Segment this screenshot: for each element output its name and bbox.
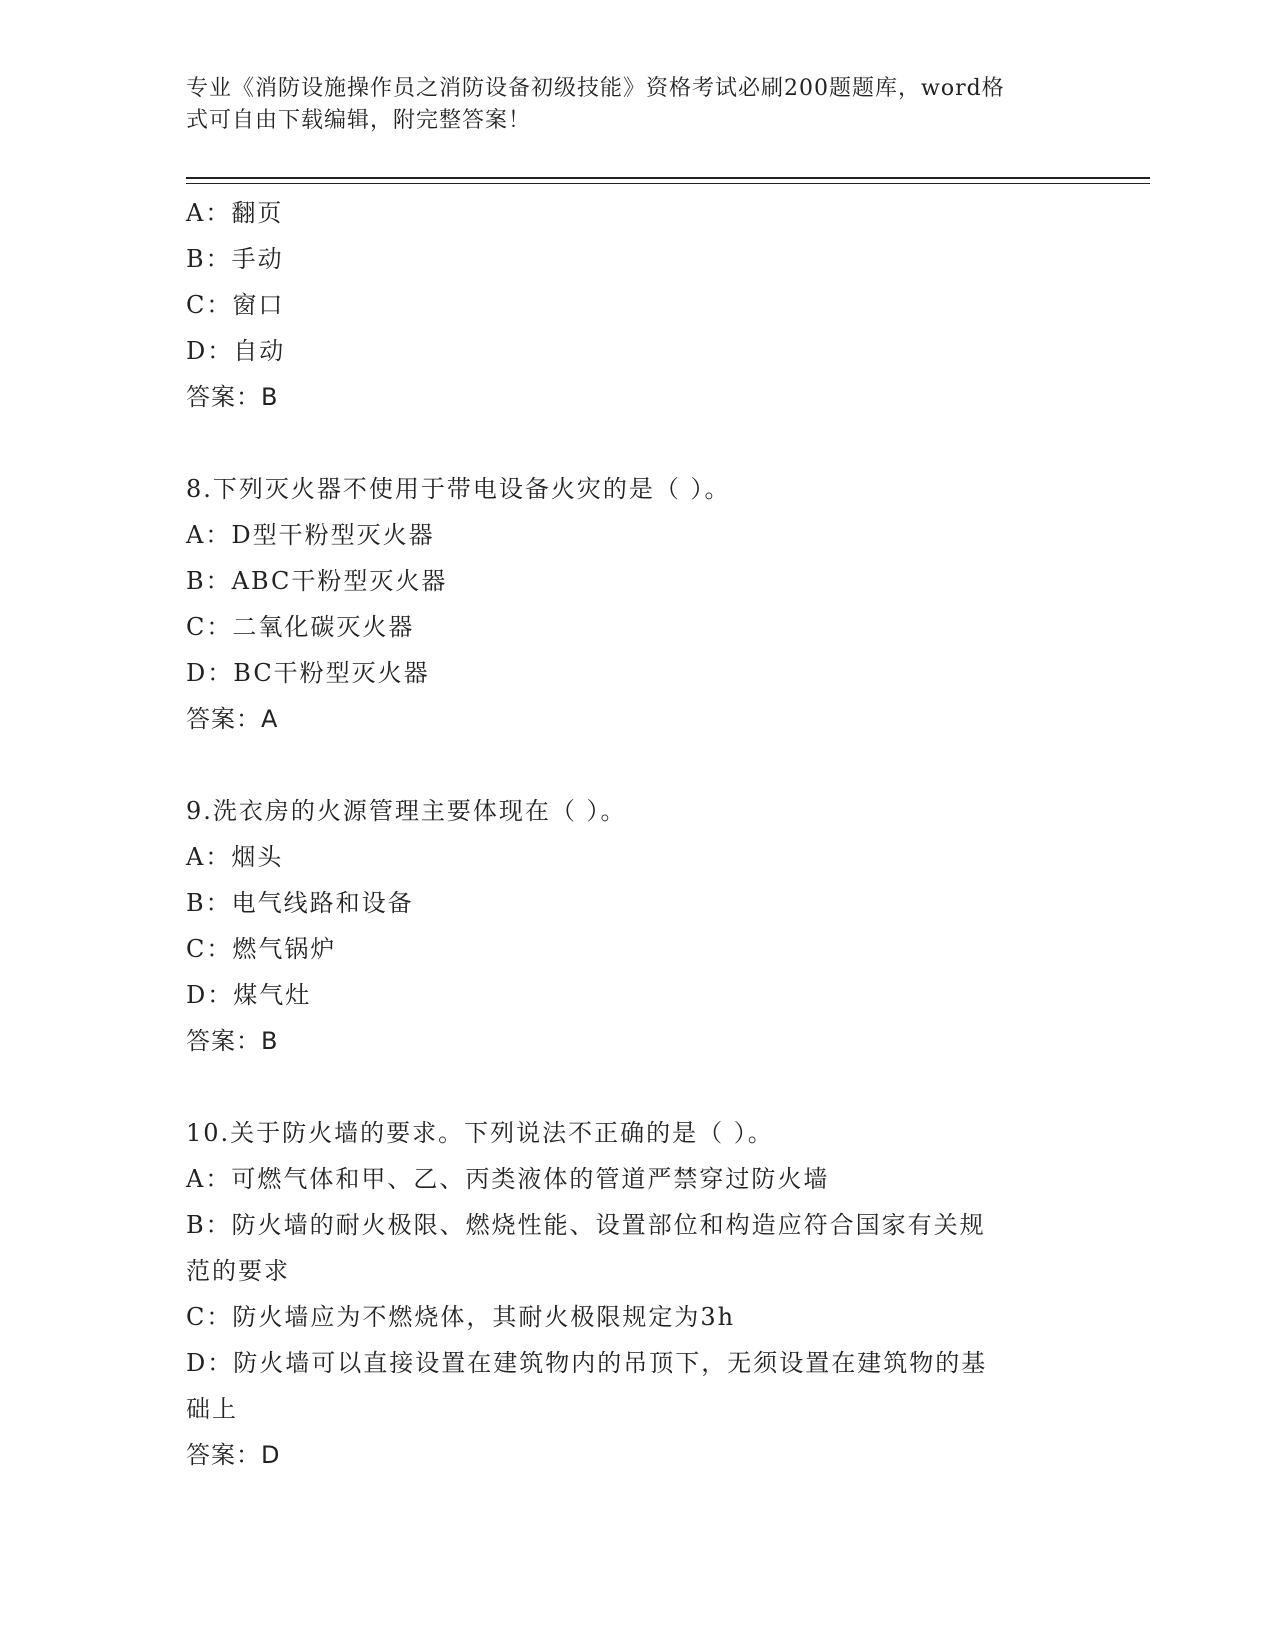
header-rule-thick — [186, 177, 1150, 179]
option-a: A：烟头 — [186, 843, 284, 871]
option-d: D：BC干粉型灭火器 — [186, 659, 430, 687]
question-partial — [186, 190, 1086, 420]
option-c: C：窗口 — [186, 291, 285, 319]
question-9 — [186, 788, 1086, 1064]
header-title-line-1: 专业《消防设施操作员之消防设备初级技能》资格考试必刷200题题库，word格 — [186, 76, 1005, 101]
question-8 — [186, 466, 1086, 742]
header-title-line-2: 式可自由下载编辑，附完整答案！ — [186, 108, 532, 133]
option-d: D：煤气灶 — [186, 981, 312, 1009]
option-d: D：自动 — [186, 337, 286, 365]
spacer — [186, 420, 1086, 466]
header-rule-thin — [186, 183, 1150, 184]
option-b-continued: 范的要求 — [186, 1257, 290, 1285]
option-b: B：手动 — [186, 245, 284, 273]
option-b: B：防火墙的耐火极限、燃烧性能、设置部位和构造应符合国家有关规 — [186, 1211, 986, 1239]
spacer — [186, 742, 1086, 788]
option-a: A：D型干粉型灭火器 — [186, 521, 435, 549]
option-d-continued: 础上 — [186, 1395, 238, 1423]
option-b: B：ABC干粉型灭火器 — [186, 567, 448, 595]
answer: 答案：B — [186, 383, 279, 411]
option-a: A：可燃气体和甲、乙、丙类液体的管道严禁穿过防火墙 — [186, 1165, 830, 1193]
answer: 答案：D — [186, 1441, 281, 1469]
answer: 答案：B — [186, 1027, 279, 1055]
option-a: A：翻页 — [186, 199, 284, 227]
question-stem: 10.关于防火墙的要求。下列说法不正确的是（ ）。 — [186, 1119, 774, 1147]
answer: 答案：A — [186, 705, 279, 733]
option-d: D：防火墙可以直接设置在建筑物内的吊顶下，无须设置在建筑物的基 — [186, 1349, 988, 1377]
option-c: C：燃气锅炉 — [186, 935, 337, 963]
question-stem: 9.洗衣房的火源管理主要体现在（ ）。 — [186, 797, 627, 825]
option-c: C：防火墙应为不燃烧体，其耐火极限规定为3h — [186, 1303, 736, 1331]
question-stem: 8.下列灭火器不使用于带电设备火灾的是（ ）。 — [186, 475, 731, 503]
option-b: B：电气线路和设备 — [186, 889, 414, 917]
option-c: C：二氧化碳灭火器 — [186, 613, 415, 641]
question-list — [186, 190, 1086, 1478]
spacer — [186, 1064, 1086, 1110]
document-header — [186, 73, 1066, 137]
question-10 — [186, 1110, 1086, 1478]
